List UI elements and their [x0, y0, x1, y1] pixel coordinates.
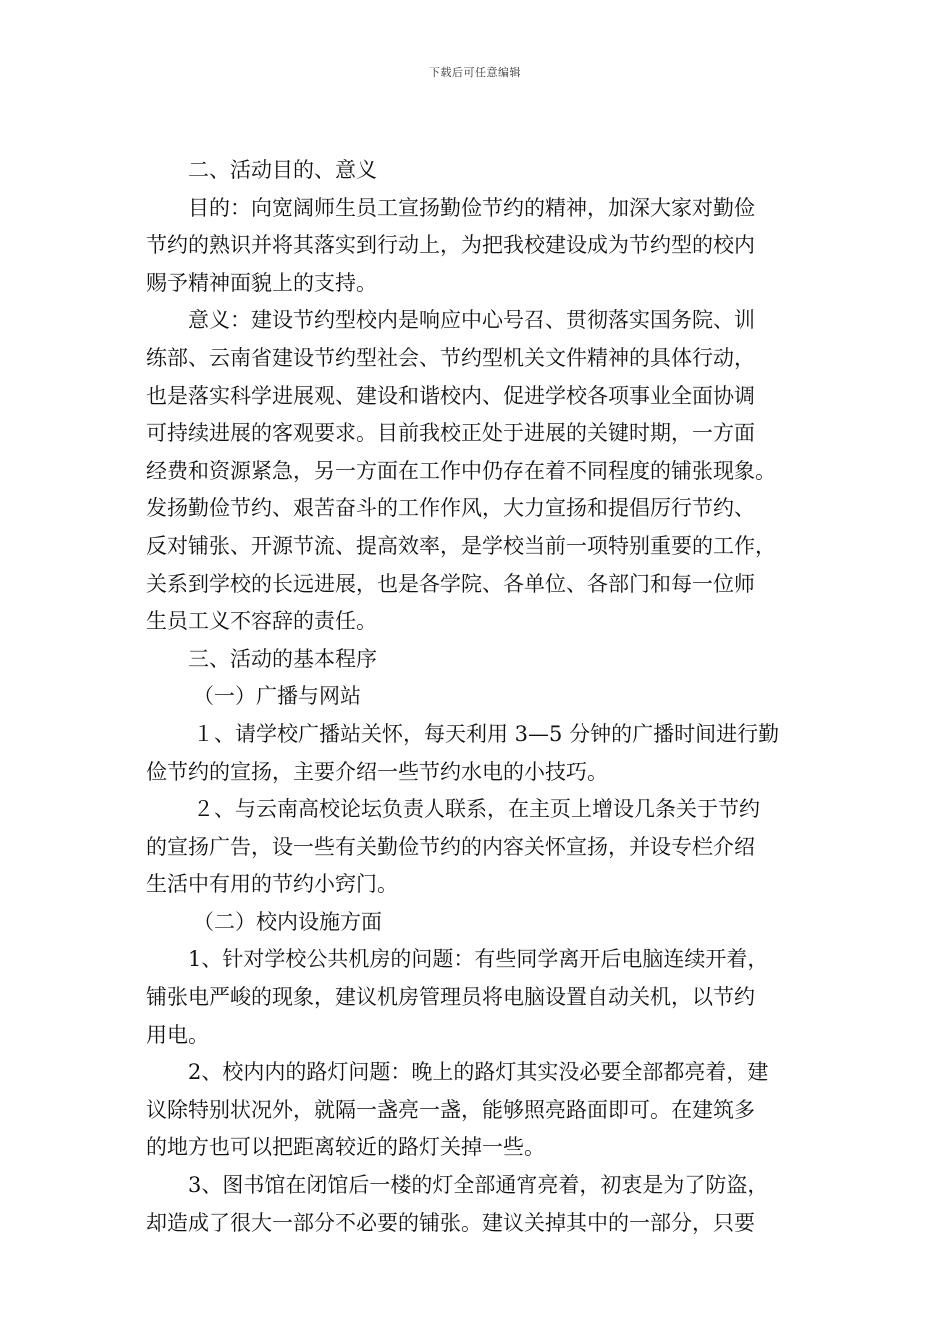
list-item-facilities-2-line: 2、校内内的路灯问题：晚上的路灯其实没必要全部都亮着，建	[188, 1060, 769, 1085]
section-heading-purpose: 二、活动目的、意义	[188, 158, 377, 182]
paragraph-significance-line: 关系到学校的长远进展，也是各学院、各单位、各部门和每一位师	[146, 571, 755, 596]
list-item-broadcast-1-line: １、请学校广播站关怀，每天利用 3—5 分钟的广播时间进行勤	[193, 721, 780, 746]
paragraph-significance-line: 生员工义不容辞的责任。	[146, 609, 377, 634]
list-item-facilities-2-line: 的地方也可以把距离较近的路灯关掉一些。	[146, 1135, 545, 1160]
list-item-facilities-3-line: 却造成了很大一部分不必要的铺张。建议关掉其中的一部分，只要	[146, 1210, 755, 1235]
list-item-broadcast-2-line: 的宣扬广告，设一些有关勤俭节约的内容关怀宣扬，并设专栏介绍	[146, 834, 755, 859]
list-item-broadcast-1-line: 俭节约的宣扬，主要介绍一些节约水电的小技巧。	[146, 759, 608, 784]
paragraph-significance-line: 意义：建设节约型校内是响应中心号召、贯彻落实国务院、训	[188, 308, 755, 333]
paragraph-significance-line: 发扬勤俭节约、艰苦奋斗的工作作风，大力宣扬和提倡厉行节约、	[146, 496, 755, 521]
list-item-broadcast-2-line: 生活中有用的节约小窍门。	[146, 872, 398, 897]
paragraph-purpose-line: 赐予精神面貌上的支持。	[146, 270, 377, 295]
paragraph-significance-line: 经费和资源紧急，另一方面在工作中仍存在着不同程度的铺张现象。	[146, 458, 776, 483]
list-item-facilities-1-line: 用电。	[146, 1022, 209, 1047]
subsection-heading-facilities: （二）校内设施方面	[193, 909, 382, 934]
paragraph-purpose-line: 目的：向宽阔师生员工宣扬勤俭节约的精神，加深大家对勤俭	[188, 195, 755, 220]
paragraph-purpose-line: 节约的熟识并将其落实到行动上，为把我校建设成为节约型的校内	[146, 233, 755, 258]
document-body	[146, 152, 814, 1242]
list-item-facilities-1-line: 铺张电严峻的现象，建议机房管理员将电脑设置自动关机，以节约	[146, 985, 755, 1010]
subsection-heading-broadcast: （一）广播与网站	[193, 684, 361, 709]
paragraph-significance-line: 可持续进展的客观要求。目前我校正处于进展的关键时期，一方面	[146, 421, 755, 446]
page-header: 下载后可任意编辑	[429, 66, 521, 79]
paragraph-significance-line: 反对铺张、开源节流、提高效率，是学校当前一项特别重要的工作，	[146, 533, 776, 558]
paragraph-significance-line: 也是落实科学进展观、建设和谐校内、促进学校各项事业全面协调	[146, 383, 755, 408]
list-item-facilities-2-line: 议除特别状况外，就隔一盏亮一盏，能够照亮路面即可。在建筑多	[146, 1097, 755, 1122]
list-item-facilities-1-line: 1、针对学校公共机房的问题：有些同学离开后电脑连续开着，	[188, 947, 769, 972]
section-heading-procedure: 三、活动的基本程序	[188, 646, 377, 671]
list-item-broadcast-2-line: ２、与云南高校论坛负责人联系，在主页上增设几条关于节约	[193, 797, 760, 822]
list-item-facilities-3-line: 3、图书馆在闭馆后一楼的灯全部通宵亮着，初衷是为了防盗，	[188, 1173, 769, 1198]
paragraph-significance-line: 练部、云南省建设节约型社会、节约型机关文件精神的具体行动，	[146, 345, 755, 370]
